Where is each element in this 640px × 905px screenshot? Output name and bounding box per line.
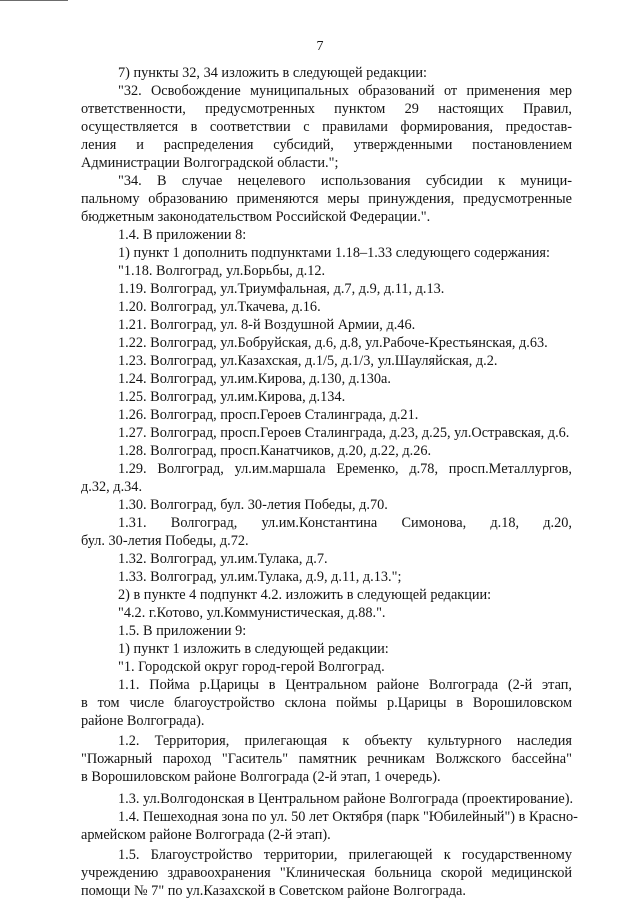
text-line: учреждению здравоохранения "Клиническая больница скорой медицинской bbox=[81, 865, 572, 881]
text-line: 1.23. Волгоград, ул.Казахская, д.1/5, д.1/3, ул.Шауляйская, д.2. bbox=[118, 353, 498, 369]
text-line: 2) в пункте 4 подпункт 4.2. изложить в следующей редакции: bbox=[118, 587, 492, 603]
text-line: 1.19. Волгоград, ул.Триумфальная, д.7, д.9, д.11, д.13. bbox=[118, 281, 445, 297]
text-line: 7) пункты 32, 34 изложить в следующей редакции: bbox=[118, 65, 427, 81]
text-line: 1.21. Волгоград, ул. 8-й Воздушной Армии, д.46. bbox=[118, 317, 416, 333]
text-line: "4.2. г.Котово, ул.Коммунистическая, д.88.". bbox=[118, 605, 386, 621]
text-line: в Ворошиловском районе Волгограда (2-й этап, 1 очередь). bbox=[81, 769, 441, 785]
text-line: 1.26. Волгоград, просп.Героев Сталинграда, д.21. bbox=[118, 407, 419, 423]
text-line: "1.18. Волгоград, ул.Борьбы, д.12. bbox=[118, 263, 326, 279]
text-line: 1.20. Волгоград, ул.Ткачева, д.16. bbox=[118, 299, 321, 315]
text-line: ответственности, предусмотренных пунктом 29 настоящих Правил, bbox=[81, 101, 572, 117]
text-line: 1.28. Волгоград, просп.Канатчиков, д.20, д.22, д.26. bbox=[118, 443, 432, 459]
text-line: районе Волгограда). bbox=[81, 713, 205, 729]
text-line: бул. 30-летия Победы, д.72. bbox=[81, 533, 249, 549]
text-line: 1.3. ул.Волгодонская в Центральном районе Волгограда (проектирование). bbox=[118, 791, 574, 807]
text-line: 1.33. Волгоград, ул.им.Тулака, д.9, д.11, д.13."; bbox=[118, 569, 402, 585]
text-line: 1.29. Волгоград, ул.им.маршала Еременко, д.78, просп.Металлургов, bbox=[118, 461, 572, 477]
text-line: "1. Городской округ город-герой Волгоград. bbox=[118, 659, 385, 675]
text-line: 1.5. Благоустройство территории, прилегающей к государственному bbox=[118, 847, 572, 863]
text-line: 1.5. В приложении 9: bbox=[118, 623, 247, 639]
text-line: 1.4. Пешеходная зона по ул. 50 лет Октября (парк "Юбилейный") в Красно- bbox=[118, 809, 578, 825]
text-line: 1.1. Пойма р.Царицы в Центральном районе Волгограда (2-й этап, bbox=[118, 677, 572, 693]
text-line: 1.22. Волгоград, ул.Бобруйская, д.6, д.8, ул.Рабоче-Крестьянская, д.63. bbox=[118, 335, 548, 351]
text-line: в том числе благоустройство склона поймы р.Царицы в Ворошиловском bbox=[81, 695, 572, 711]
text-line: 1.30. Волгоград, бул. 30-летия Победы, д.70. bbox=[118, 497, 388, 513]
text-line: 1.2. Территория, прилегающая к объекту культурного наследия bbox=[118, 733, 572, 749]
text-line: 1.32. Волгоград, ул.им.Тулака, д.7. bbox=[118, 551, 328, 567]
text-line: 1.31. Волгоград, ул.им.Константина Симонова, д.18, д.20, bbox=[118, 515, 572, 531]
text-line: 1.27. Волгоград, просп.Героев Сталинграда, д.23, д.25, ул.Остравская, д.6. bbox=[118, 425, 570, 441]
text-line: пальному образованию применяются меры принуждения, предусмотренные bbox=[81, 191, 572, 207]
text-line: 1.24. Волгоград, ул.им.Кирова, д.130, д.130а. bbox=[118, 371, 391, 387]
text-line: 1) пункт 1 изложить в следующей редакции: bbox=[118, 641, 389, 657]
text-line: 1.25. Волгоград, ул.им.Кирова, д.134. bbox=[118, 389, 346, 405]
text-line: "Пожарный пароход "Гаситель" памятник речникам Волжского бассейна" bbox=[81, 751, 572, 767]
text-line: бюджетным законодательством Российской Федерации.". bbox=[81, 209, 431, 225]
text-line: осуществляется в соответствии с правилами формирования, предостав- bbox=[81, 119, 572, 135]
corner-rule bbox=[0, 0, 68, 1]
text-line: "34. В случае нецелевого использования субсидии к муници- bbox=[118, 173, 572, 189]
page-number: 7 bbox=[316, 39, 324, 54]
text-line: 1.4. В приложении 8: bbox=[118, 227, 247, 243]
text-line: помощи № 7" по ул.Казахской в Советском районе Волгограда. bbox=[81, 883, 466, 899]
text-line: Администрации Волгоградской области."; bbox=[81, 155, 339, 171]
text-line: 1) пункт 1 дополнить подпунктами 1.18–1.33 следующего содержания: bbox=[118, 245, 550, 261]
text-line: "32. Освобождение муниципальных образований от применения мер bbox=[118, 83, 572, 99]
text-line: ления и распределения субсидий, утвержденными постановлением bbox=[81, 137, 572, 153]
text-line: д.32, д.34. bbox=[81, 479, 143, 495]
text-line: армейском районе Волгограда (2-й этап). bbox=[81, 827, 331, 843]
